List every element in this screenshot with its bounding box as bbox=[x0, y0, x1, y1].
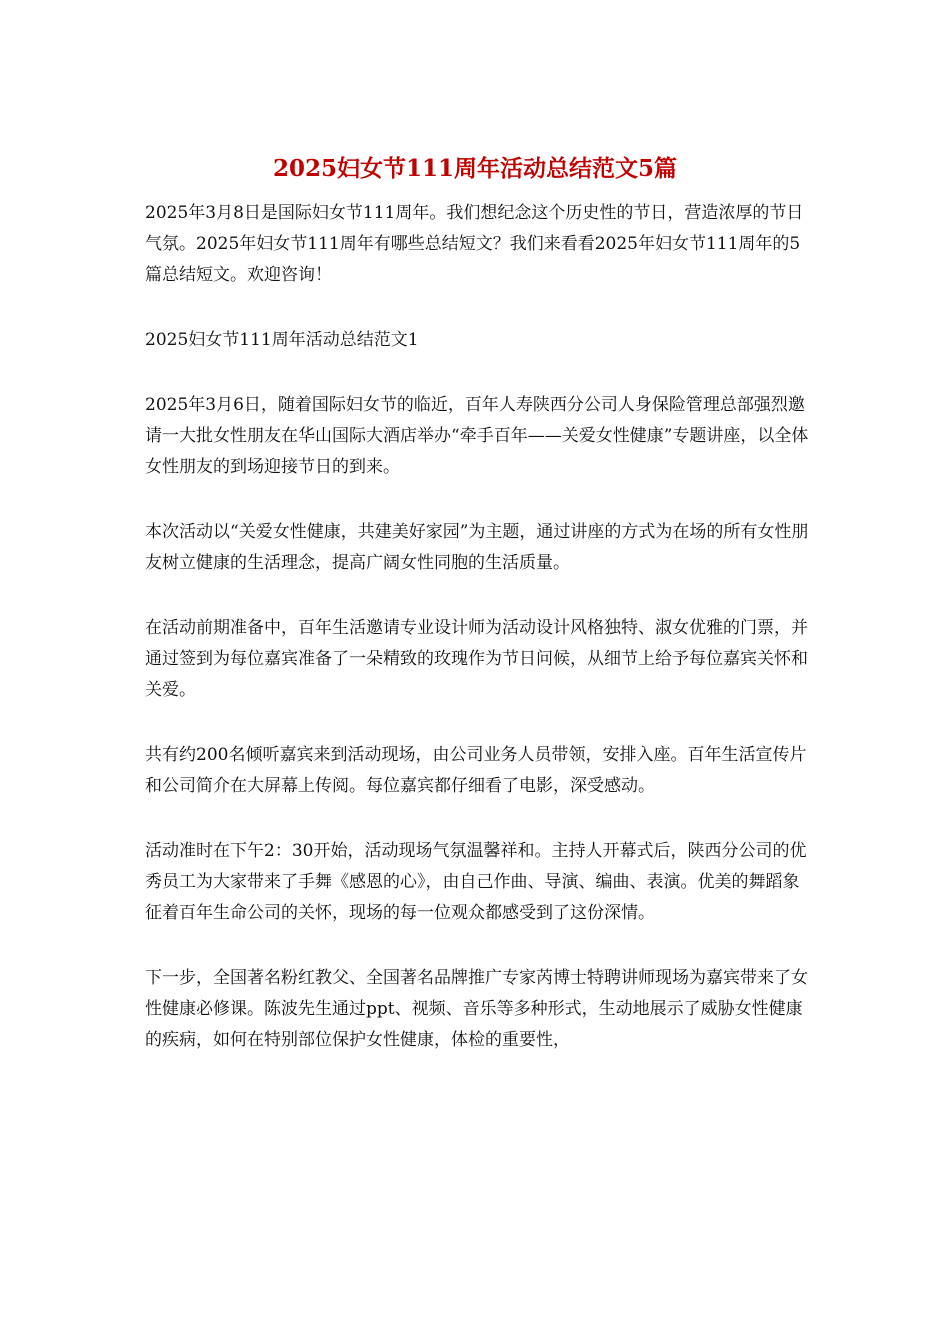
body-paragraph: 本次活动以“关爱女性健康，共建美好家园”为主题，通过讲座的方式为在场的所有女性朋友树立健康的生活理念，提高广阔女性同胞的生活质量。 bbox=[145, 522, 809, 573]
document-body bbox=[145, 198, 815, 1056]
body-paragraph: 在活动前期准备中，百年生活邀请专业设计师为活动设计风格独特、淑女优雅的门票，并通过签到为每位嘉宾准备了一朵精致的玫瑰作为节日问候，从细节上给予每位嘉宾关怀和关爱。 bbox=[145, 618, 808, 700]
intro-paragraph: 2025年3月8日是国际妇女节111周年。我们想纪念这个历史性的节日，营造浓厚的节日气氛。2025年妇女节111周年有哪些总结短文？我们来看看2025年妇女节111周年的5篇总结短文。欢迎咨询！ bbox=[145, 203, 804, 285]
body-paragraph: 下一步，全国著名粉红教父、全国著名品牌推广专家芮博士特聘讲师现场为嘉宾带来了女性健康必修课。陈波先生通过ppt、视频、音乐等多种形式，生动地展示了威胁女性健康的疾病，如何在特别部位保护女性健康，体检的重要性， bbox=[145, 968, 808, 1050]
section-heading: 2025妇女节111周年活动总结范文1 bbox=[145, 330, 419, 350]
body-paragraph: 2025年3月6日，随着国际妇女节的临近，百年人寿陕西分公司人身保险管理总部强烈邀请一大批女性朋友在华山国际大酒店举办“牵手百年——关爱女性健康”专题讲座，以全体女性朋友的到场迎接节日的到来。 bbox=[145, 395, 809, 477]
body-paragraph: 活动准时在下午2：30开始，活动现场气氛温馨祥和。主持人开幕式后，陕西分公司的优秀员工为大家带来了手舞《感恩的心》，由自己作曲、导演、编曲、表演。优美的舞蹈象征着百年生命公司的关怀，现场的每一位观众都感受到了这份深情。 bbox=[145, 841, 807, 923]
body-paragraph: 共有约200名倾听嘉宾来到活动现场，由公司业务人员带领，安排入座。百年生活宣传片和公司简介在大屏幕上传阅。每位嘉宾都仔细看了电影，深受感动。 bbox=[145, 745, 807, 796]
document-title: 2025妇女节111周年活动总结范文5篇 bbox=[272, 155, 678, 182]
